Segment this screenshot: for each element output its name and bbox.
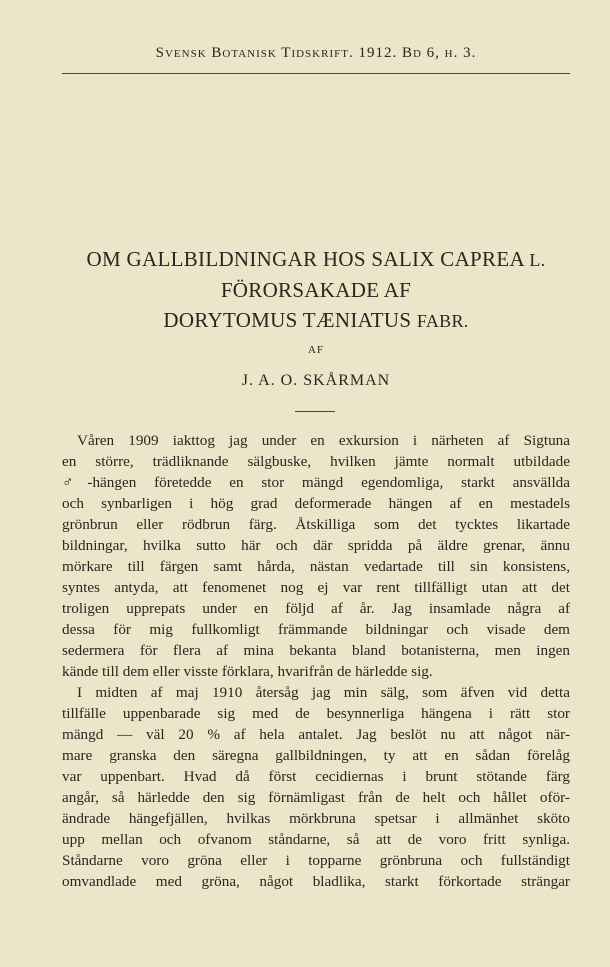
title-line-1: OM GALLBILDNINGAR HOS SALIX CAPREA	[86, 247, 524, 271]
text-line: kände till dem eller visste förklara, hvarifrån de härledde sig.	[62, 663, 433, 680]
author: J. A. O. SKÅRMAN	[241, 372, 391, 389]
title-line-2: FÖRORSAKADE AF	[220, 278, 412, 302]
text-line: omvandlade med gröna, något bladlika, starkt förkortade strängar	[62, 873, 570, 890]
text-line: Våren 1909 iakttog jag under en exkursion i närheten af Sigtuna	[77, 432, 570, 449]
text-line: troligen upprepats under en följd af år. Jag insamlade några af	[62, 600, 570, 617]
title-line-3: DORYTOMUS TÆNIATUS	[163, 308, 412, 332]
text-line: ändrade hängefjällen, hvilkas mörkbruna spetsar i allmänhet sköto	[62, 810, 570, 827]
header-rule	[62, 73, 570, 74]
text-line: syntes antyda, att fenomenet nog ej var rent tillfälligt utan att det	[62, 579, 570, 596]
text-line: upp mellan och ofvanom ståndarne, så att de voro fritt synliga.	[62, 831, 570, 848]
text-line: I midten af maj 1910 återsåg jag min sälg, som äfven vid detta	[77, 684, 570, 701]
text-line: angår, så härledde den sig förnämligast från de helt och hållet oför-	[62, 789, 570, 806]
text-line: bildningar, hvilka sutto här och där spridda på äldre grenar, ännu	[62, 537, 570, 554]
text-line: var uppenbart. Hvad då först cecidiernas i brunt stötande färg	[62, 768, 570, 785]
byline-af: AF	[307, 344, 325, 356]
text-line: mängd — väl 20 % af hela antalet. Jag beslöt nu att något när-	[62, 726, 570, 743]
text-line: dessa för mig fullkomligt främmande bildningar och visade dem	[62, 621, 570, 638]
text-line: mare granska den säregna gallbildningen, ty att en sådan förelåg	[62, 747, 570, 764]
section-divider	[295, 411, 335, 412]
text-line: grönbrun eller rödbrun färg. Åtskilliga som det tycktes likartade	[62, 516, 570, 533]
body-text	[62, 430, 570, 892]
running-header: Svensk Botanisk Tidskrift. 1912. Bd 6, h. 3.	[155, 45, 477, 61]
article-title	[62, 244, 570, 336]
text-line: sedermera för flera af mina bekanta bland botanisterna, men ingen	[62, 642, 570, 659]
text-line: Ståndarne voro gröna eller i topparne grönbruna och fullständigt	[62, 852, 570, 869]
text-line: tillfälle uppenbarade sig med de besynnerliga hängena i rätt stor	[62, 705, 570, 722]
text-line: mörkare till färgen samt hårda, nästan vedartade till sin konsistens,	[62, 558, 570, 575]
text-line: en större, trädliknande sälgbuske, hvilken jämte normalt utbildade	[62, 453, 570, 470]
title-authority: L.	[529, 250, 546, 270]
title-authority-2: FABR.	[416, 311, 469, 331]
text-line: och synbarligen i hög grad deformerade hängen af en mestadels	[62, 495, 570, 512]
text-line: ♂-hängen företedde en stor mängd egendomliga, starkt ansvällda	[62, 474, 570, 491]
